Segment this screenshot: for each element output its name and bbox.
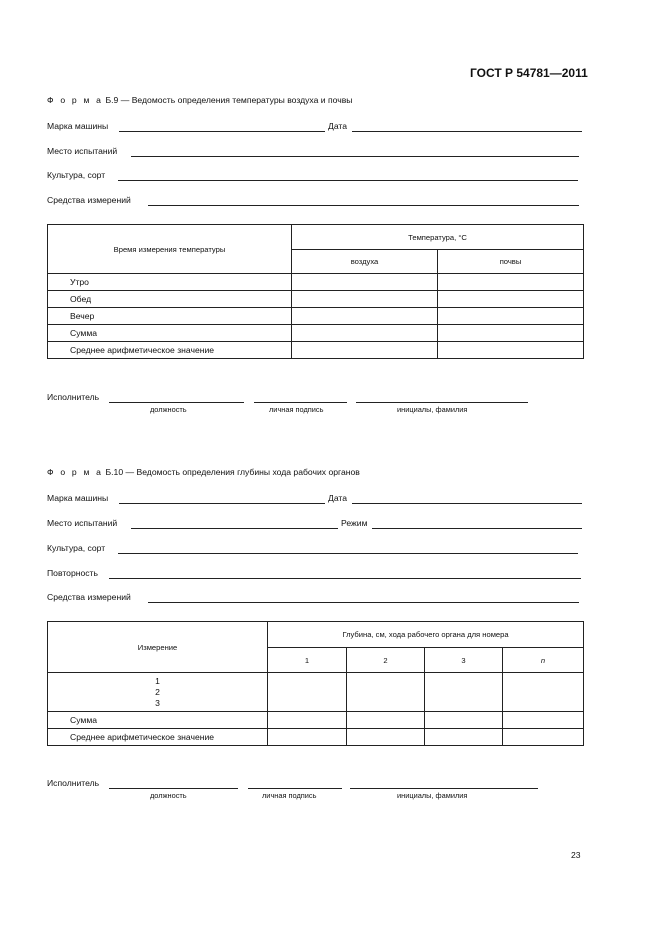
form-b9-culture-label: Культура, сорт bbox=[47, 170, 106, 180]
b10-cell[interactable] bbox=[347, 712, 425, 729]
b10-header-num-2: 2 bbox=[347, 648, 425, 673]
b10-row-sum: Сумма bbox=[48, 712, 268, 729]
form-b9-machine-line[interactable] bbox=[119, 131, 325, 132]
form-b9-date-label: Дата bbox=[328, 121, 348, 131]
table-row bbox=[48, 291, 584, 308]
b9-row-label: Сумма bbox=[48, 325, 292, 342]
b9-cell-air[interactable] bbox=[292, 325, 438, 342]
form-b10-title-prefix: Ф о р м а bbox=[47, 467, 104, 477]
form-b10-culture-line[interactable] bbox=[118, 553, 578, 554]
form-b10-instruments-label: Средства измерений bbox=[47, 592, 131, 602]
form-b10-sign-line[interactable] bbox=[248, 788, 342, 789]
b9-cell-soil[interactable] bbox=[438, 342, 584, 359]
form-b10-machine-line[interactable] bbox=[119, 503, 325, 504]
form-b9-title bbox=[47, 95, 352, 105]
form-b9-position-line[interactable] bbox=[109, 402, 244, 403]
form-b10-executor-label: Исполнитель bbox=[47, 778, 100, 788]
form-b10-name-caption: инициалы, фамилия bbox=[397, 791, 468, 800]
table-row bbox=[48, 308, 584, 325]
b9-cell-soil[interactable] bbox=[438, 274, 584, 291]
form-b9-table bbox=[47, 224, 584, 359]
b10-header-num-n: n bbox=[503, 648, 584, 673]
form-b10-culture-label: Культура, сорт bbox=[47, 543, 106, 553]
b9-cell-soil[interactable] bbox=[438, 325, 584, 342]
form-b9-name-line[interactable] bbox=[356, 402, 528, 403]
b9-cell-soil[interactable] bbox=[438, 308, 584, 325]
form-b10-name-line[interactable] bbox=[350, 788, 538, 789]
b10-cell[interactable] bbox=[347, 729, 425, 746]
b10-cell[interactable] bbox=[425, 729, 503, 746]
b10-cell[interactable] bbox=[503, 673, 584, 712]
b10-cell[interactable] bbox=[503, 712, 584, 729]
b9-row-label: Среднее арифметическое значение bbox=[48, 342, 292, 359]
form-b10-repeat-line[interactable] bbox=[109, 578, 581, 579]
b10-cell[interactable] bbox=[268, 673, 347, 712]
form-b9-title-prefix: Ф о р м а bbox=[47, 95, 104, 105]
form-b10-position-line[interactable] bbox=[109, 788, 238, 789]
document-code: ГОСТ Р 54781—2011 bbox=[470, 66, 588, 80]
form-b10-place-line[interactable] bbox=[131, 528, 338, 529]
b10-measure-numbers bbox=[48, 673, 268, 712]
b9-header-time: Время измерения температуры bbox=[48, 225, 292, 274]
form-b10-title bbox=[47, 467, 360, 477]
form-b9-executor-label: Исполнитель bbox=[47, 392, 100, 402]
b10-measure-1: 1 bbox=[155, 675, 160, 686]
b9-cell-air[interactable] bbox=[292, 274, 438, 291]
b9-header-temp: Температура, °С bbox=[292, 225, 584, 250]
b10-cell[interactable] bbox=[347, 673, 425, 712]
b9-row-label: Обед bbox=[48, 291, 292, 308]
form-b9-date-line[interactable] bbox=[352, 131, 582, 132]
form-b10-table bbox=[47, 621, 584, 746]
b10-cell[interactable] bbox=[503, 729, 584, 746]
form-b10-instruments-line[interactable] bbox=[148, 602, 579, 603]
form-b10-position-caption: должность bbox=[150, 791, 187, 800]
form-b9-instruments-line[interactable] bbox=[148, 205, 579, 206]
table-row bbox=[48, 274, 584, 291]
form-b10-date-line[interactable] bbox=[352, 503, 582, 504]
b10-measure-2: 2 bbox=[155, 686, 160, 697]
b10-measure-3: 3 bbox=[155, 697, 160, 708]
b10-header-num-3: 3 bbox=[425, 648, 503, 673]
form-b9-place-label: Место испытаний bbox=[47, 146, 118, 156]
b9-cell-soil[interactable] bbox=[438, 291, 584, 308]
table-row bbox=[48, 729, 584, 746]
table-row bbox=[48, 342, 584, 359]
form-b10-repeat-label: Повторность bbox=[47, 568, 98, 578]
form-b9-sign-caption: личная подпись bbox=[269, 405, 324, 414]
table-row bbox=[48, 712, 584, 729]
b9-row-label: Утро bbox=[48, 274, 292, 291]
form-b9-title-text: Б.9 — Ведомость определения температуры воздуха и почвы bbox=[103, 95, 353, 105]
b10-header-num-1: 1 bbox=[268, 648, 347, 673]
b10-header-measure: Измерение bbox=[48, 622, 268, 673]
b10-row-avg: Среднее арифметическое значение bbox=[48, 729, 268, 746]
b9-row-label: Вечер bbox=[48, 308, 292, 325]
page-number: 23 bbox=[571, 850, 581, 860]
b10-cell[interactable] bbox=[268, 712, 347, 729]
form-b9-culture-line[interactable] bbox=[118, 180, 578, 181]
b10-cell[interactable] bbox=[268, 729, 347, 746]
b9-cell-air[interactable] bbox=[292, 291, 438, 308]
form-b9-place-line[interactable] bbox=[131, 156, 579, 157]
table-row bbox=[48, 673, 584, 712]
b9-cell-air[interactable] bbox=[292, 308, 438, 325]
form-b9-name-caption: инициалы, фамилия bbox=[397, 405, 468, 414]
b9-header-soil: почвы bbox=[438, 250, 584, 274]
form-b10-sign-caption: личная подпись bbox=[262, 791, 317, 800]
b9-cell-air[interactable] bbox=[292, 342, 438, 359]
form-b10-machine-label: Марка машины bbox=[47, 493, 109, 503]
form-b9-position-caption: должность bbox=[150, 405, 187, 414]
b10-cell[interactable] bbox=[425, 712, 503, 729]
b10-header-depth: Глубина, см, хода рабочего органа для номера bbox=[268, 622, 584, 648]
form-b9-sign-line[interactable] bbox=[254, 402, 347, 403]
form-b10-date-label: Дата bbox=[328, 493, 348, 503]
form-b10-title-text: Б.10 — Ведомость определения глубины хода рабочих органов bbox=[103, 467, 360, 477]
form-b9-machine-label: Марка машины bbox=[47, 121, 109, 131]
form-b10-place-label: Место испытаний bbox=[47, 518, 118, 528]
table-row bbox=[48, 325, 584, 342]
form-b10-mode-line[interactable] bbox=[372, 528, 582, 529]
b10-cell[interactable] bbox=[425, 673, 503, 712]
form-b9-instruments-label: Средства измерений bbox=[47, 195, 131, 205]
form-b10-mode-label: Режим bbox=[341, 518, 368, 528]
b9-header-air: воздуха bbox=[292, 250, 438, 274]
